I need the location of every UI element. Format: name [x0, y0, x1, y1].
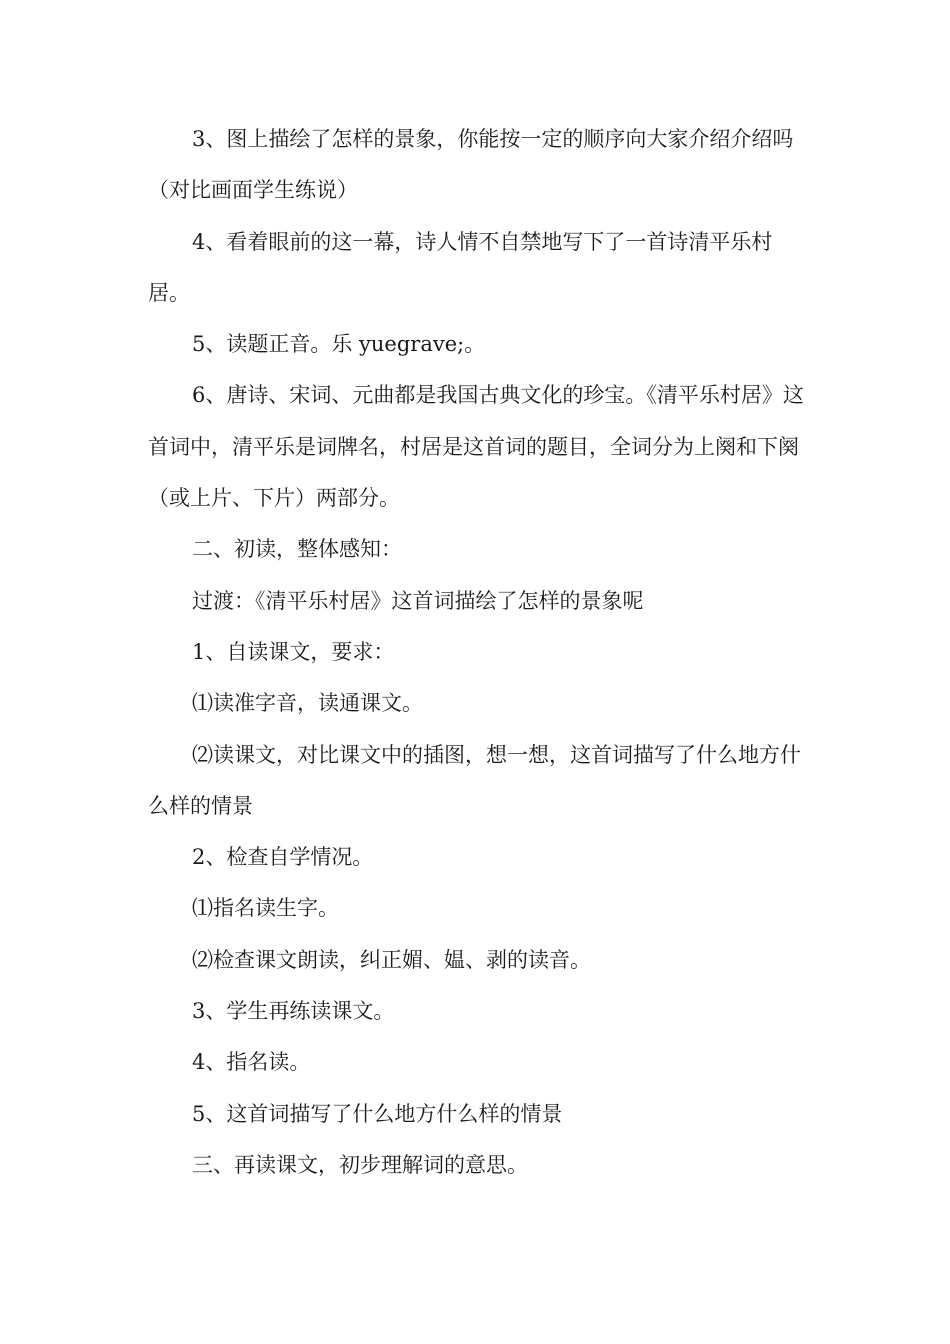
paragraph: 3、图上描绘了怎样的景象，你能按一定的顺序向大家介绍介绍吗（对比画面学生练说）	[148, 127, 794, 203]
paragraph: 6、唐诗、宋词、元曲都是我国古典文化的珍宝。《清平乐村居》这首词中，清平乐是词牌名，村居是这首词的题目，全词分为上阕和下阕（或上片、下片）两部分。	[148, 383, 804, 511]
section-heading: 二、初读，整体感知：	[192, 537, 402, 562]
paragraph: 5、读题正音。乐 yuegrave;。	[192, 332, 486, 357]
paragraph: 过渡：《清平乐村居》这首词描绘了怎样的景象呢	[192, 588, 644, 613]
section-heading: 三、再读课文，初步理解词的意思。	[192, 1152, 528, 1177]
paragraph: 3、学生再练读课文。	[192, 999, 395, 1024]
paragraph: 4、看着眼前的这一幕，诗人情不自禁地写下了一首诗清平乐村居。	[148, 229, 773, 305]
paragraph: ⑵读课文，对比课文中的插图，想一想，这首词描写了什么地方什么样的情景	[148, 742, 801, 818]
paragraph: 1、自读课文，要求：	[192, 639, 395, 664]
paragraph: ⑴读准字音，读通课文。	[192, 691, 423, 716]
paragraph: ⑵检查课文朗读，纠正媚、媪、剥的读音。	[192, 947, 591, 972]
paragraph: 2、检查自学情况。	[192, 845, 374, 870]
document-body	[148, 114, 808, 1191]
paragraph: ⑴指名读生字。	[192, 896, 339, 921]
paragraph: 4、指名读。	[192, 1050, 311, 1075]
paragraph: 5、这首词描写了什么地方什么样的情景	[192, 1101, 563, 1126]
